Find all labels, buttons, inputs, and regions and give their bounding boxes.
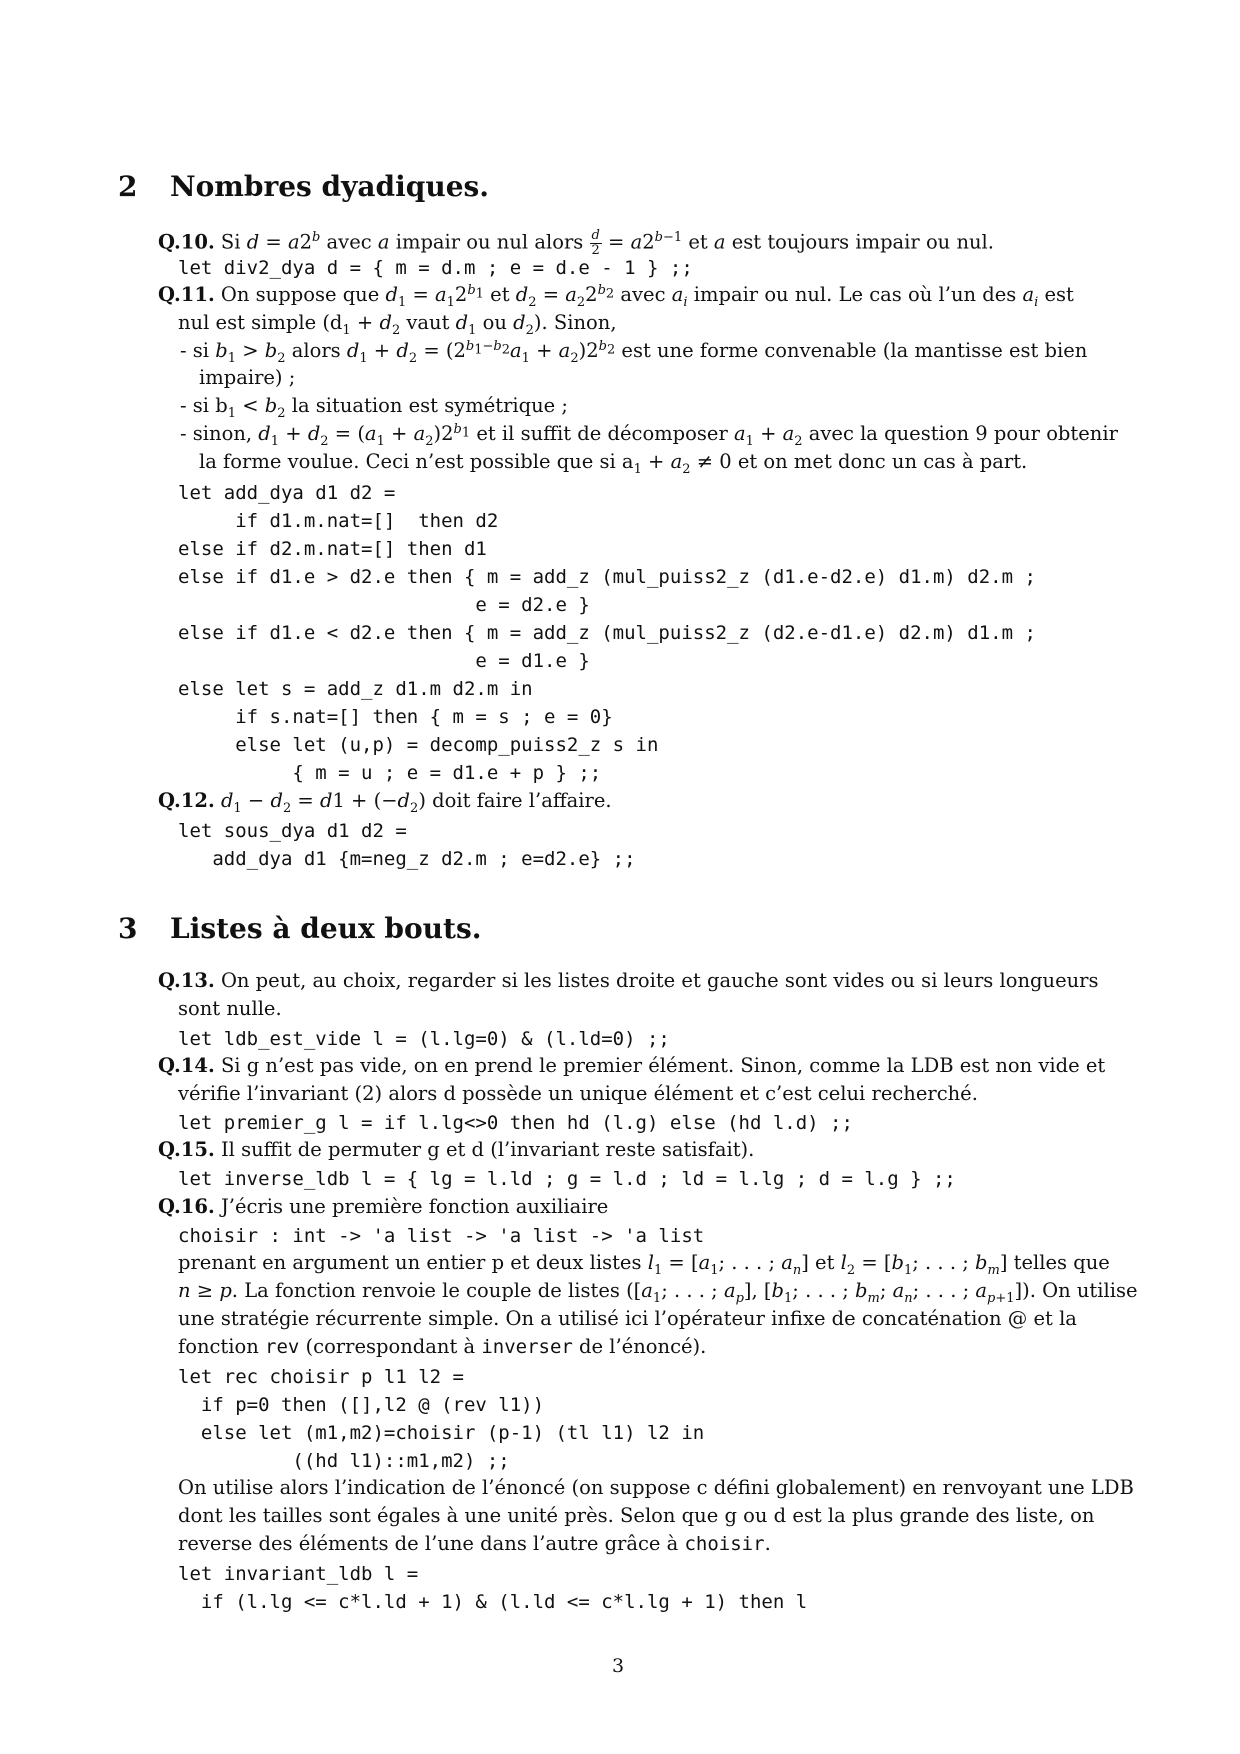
q14-text-2: vérifie l’invariant (2) alors d possède un unique élément et c’est celui recherché.	[178, 1082, 978, 1105]
code-line: add_dya d1 {m=neg_z d2.m ; e=d2.e} ;;	[178, 848, 636, 870]
code-line: { m = u ; e = d1.e + p } ;;	[178, 762, 602, 784]
page-number: 3	[612, 1655, 625, 1677]
q13-text	[158, 971, 1099, 991]
q11-bullet-2: - si $b_1 < b_2$ la situation est symétrique ;	[180, 394, 568, 421]
q16-text-3: n ≥ p. La fonction renvoie le couple de listes ([$a_1$; . . . ; $a_p$], [$b_1$; . . . ; $b_m$; $a_n$; . . . ; $a_{p+1}$]). On utilise	[178, 1279, 1138, 1306]
code-line: let add_dya d1 d2 =	[178, 482, 396, 504]
text-fragment: doit faire l’affaire.	[432, 789, 612, 812]
q11-label: Q.11.	[158, 283, 215, 306]
code-line: let invariant_ldb l =	[178, 1563, 419, 1585]
q12-text: Q.12. $d_1 - d_2 = d1 + (-d_2)$ doit faire l’affaire.	[158, 789, 612, 816]
section-title: Nombres dyadiques.	[170, 170, 490, 203]
code-line: else let s = add_z d1.m d2.m in	[178, 678, 533, 700]
q11-text: Q.11. On suppose que $d_1 = a_12^{b_1}$ et $d_2 = a_22^{b_2}$ avec $a_i$ impair ou nul. Le cas où l’un des $a_i$ est	[158, 282, 1074, 310]
code-line: else if d1.e > d2.e then { m = add_z (mul_puiss2_z (d1.e-d2.e) d1.m) d2.m ;	[178, 566, 1036, 588]
text-fragment: - si b	[180, 394, 228, 417]
section-heading-2	[118, 170, 489, 203]
code-line: else if d2.m.nat=[] then d1	[178, 538, 487, 560]
code-line: let inverse_ldb l = { lg = l.ld ; g = l.d ; ld = l.lg ; d = l.g } ;;	[178, 1168, 956, 1190]
q10-label: Q.10.	[158, 230, 215, 254]
code-line: if s.nat=[] then { m = s ; e = 0}	[178, 706, 613, 728]
code-line: else if d1.e < d2.e then { m = add_z (mul_puiss2_z (d2.e-d1.e) d2.m) d1.m ;	[178, 622, 1036, 644]
code-line: else let (m1,m2)=choisir (p-1) (tl l1) l2 in	[178, 1422, 705, 1444]
text-fragment: fonction	[178, 1335, 259, 1358]
q16-text-4: une stratégie récurrente simple. On a utilisé ici l’opérateur infixe de concaténation @ et la	[178, 1307, 1077, 1330]
q11-bullet-3: - sinon, $d_1 + d_2 = (a_1 + a_2)2^{b_1}$ et il suffit de décomposer $a_1 + a_2$ avec la question 9 pour obtenir	[180, 421, 1118, 449]
q11-text-2: nul est simple ($d_1 + d_2$ vaut $d_1$ ou $d_2$). Sinon,	[178, 311, 617, 338]
q16-text-5: fonction rev (correspondant à inverser de l’énoncé).	[178, 1335, 707, 1358]
code-line: if (l.lg <= c*l.ld + 1) & (l.ld <= c*l.lg + 1) then l	[178, 1591, 808, 1613]
q16-text-7: dont les tailles sont égales à une unité près. Selon que g ou d est la plus grande des liste, on	[178, 1504, 1095, 1527]
section-heading-3	[118, 912, 482, 945]
code-line: let sous_dya d1 d2 =	[178, 820, 407, 842]
section-title: Listes à deux bouts.	[170, 912, 482, 945]
q15-text	[158, 1140, 754, 1160]
text-fragment: la forme voulue. Ceci n’est possible que si a	[199, 450, 634, 473]
q16-text-8: reverse des éléments de l’une dans l’autre grâce à choisir.	[178, 1532, 771, 1555]
section-number: 3	[118, 912, 138, 945]
section-number: 2	[118, 170, 138, 203]
text-fragment: Si g n’est pas vide, on en prend le premier élément. Sinon, comme la LDB est non vide et	[220, 1054, 1106, 1077]
code-line: if d1.m.nat=[] then d2	[178, 510, 499, 532]
code-line: ((hd l1)::m1,m2) ;;	[178, 1450, 510, 1472]
q15-label: Q.15.	[158, 1138, 215, 1161]
q11-bullet-1-cont: impaire) ;	[199, 366, 296, 389]
text-fragment: On peut, au choix, regarder si les listes droite et gauche sont vides ou si leurs longueurs	[220, 969, 1099, 992]
q16-label: Q.16.	[158, 1195, 215, 1218]
q13-text-2: sont nulle.	[178, 997, 282, 1020]
code-line: else let (u,p) = decomp_puiss2_z s in	[178, 734, 659, 756]
text-fragment: Il suffit de permuter g et d (l’invariant reste satisfait).	[220, 1138, 755, 1161]
text-fragment: nul est simple (d	[178, 311, 343, 334]
q13-label: Q.13.	[158, 969, 215, 992]
q16-text-6: On utilise alors l’indication de l’énoncé (on suppose c défini globalement) en renvoyant une LDB	[178, 1476, 1134, 1499]
code-line: if p=0 then ([],l2 @ (rev l1))	[178, 1394, 545, 1416]
text-fragment: reverse des éléments de l’une dans l’autre grâce à	[178, 1532, 679, 1555]
text-fragment: J’écris une première fonction auxiliaire	[220, 1195, 609, 1218]
q14-text	[158, 1056, 1105, 1076]
text-fragment: prenant en argument un entier p et deux listes	[178, 1251, 642, 1274]
q16-text	[158, 1197, 608, 1217]
q10-text: Q.10. Si $d = a2^b$ avec a impair ou nul alors $\frac{d}{2}$ = $a2^{b-1}$ et a est toujours impair ou nul.	[158, 228, 994, 258]
q14-label: Q.14.	[158, 1054, 215, 1077]
code-line: let ldb_est_vide l = (l.lg=0) & (l.ld=0) ;;	[178, 1028, 670, 1050]
code-line: let rec choisir p l1 l2 =	[178, 1366, 464, 1388]
q11-bullet-3-cont: la forme voulue. Ceci n’est possible que si $a_1 + a_2 \ne 0$ et on met donc un cas à part.	[199, 450, 1028, 477]
code-line: let div2_dya d = { m = d.m ; e = d.e - 1 } ;;	[178, 257, 693, 279]
q12-label: Q.12.	[158, 789, 215, 812]
code-line: e = d2.e }	[178, 594, 590, 616]
q16-text-2: prenant en argument un entier p et deux listes $l_1 = [a_1$; . . . ; $a_n$] et $l_2 = [b_1$; . . . ; $b_m$] telles que	[178, 1251, 1110, 1278]
q11-bullet-1: - si $b_1 > b_2$ alors $d_1 + d_2 = (2^{b_1-b_2}a_1 + a_2)2^{b_2}$ est une forme convenable (la mantisse est bien	[180, 338, 1088, 366]
code-line: choisir : int -> 'a list -> 'a list -> 'a list	[178, 1225, 705, 1247]
code-line: let premier_g l = if l.lg<>0 then hd (l.g) else (hd l.d) ;;	[178, 1112, 853, 1134]
code-line: e = d1.e }	[178, 650, 590, 672]
